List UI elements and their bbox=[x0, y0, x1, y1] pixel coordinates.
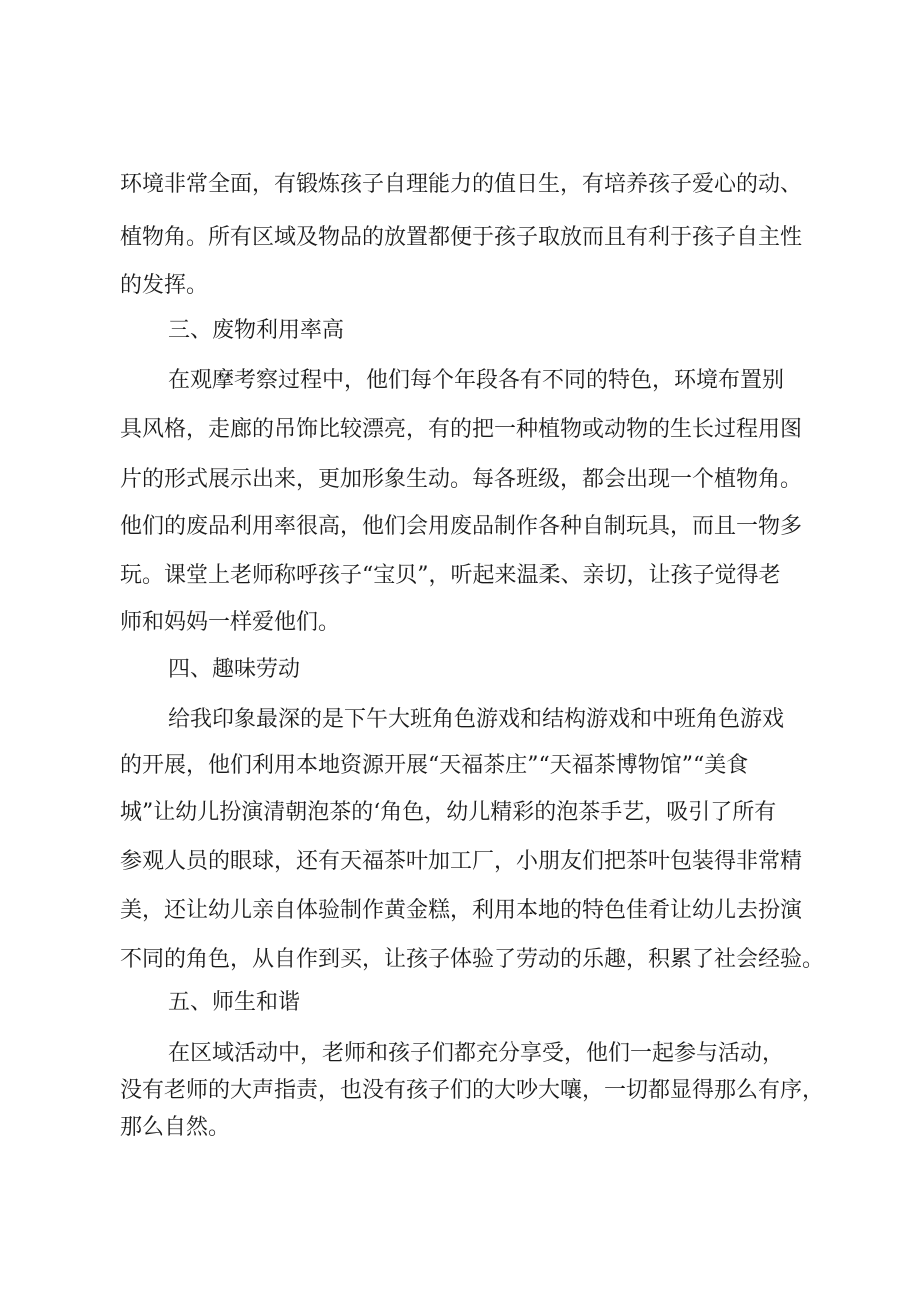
paragraph-line: 环境非常全面，有锻炼孩子自理能力的值日生，有培养孩子爱心的动、 bbox=[120, 172, 803, 197]
paragraph-line: 城”让幼儿扮演清朝泡茶的‘角色，幼儿精彩的泡茶手艺，吸引了所有 bbox=[120, 800, 777, 825]
paragraph-line: 师和妈妈一样爱他们。 bbox=[120, 610, 341, 635]
section-heading: 四、趣味劳动 bbox=[168, 657, 301, 682]
paragraph-line: 的开展，他们利用本地资源开展“天福茶庄”“天福茶博物馆”“美食 bbox=[120, 753, 749, 778]
paragraph-line: 玩。课堂上老师称呼孩子“宝贝”，听起来温柔、亲切，让孩子觉得老 bbox=[120, 563, 781, 588]
paragraph-line: 不同的角色，从自作到买，让孩子体验了劳动的乐趣，积累了社会经验。 bbox=[120, 947, 825, 972]
section-heading: 三、废物利用率高 bbox=[168, 318, 345, 343]
paragraph-line: 美，还让幼儿亲自体验制作黄金糕，利用本地的特色佳肴让幼儿去扮演 bbox=[120, 898, 803, 923]
paragraph-line: 片的形式展示出来，更加形象生动。每各班级，都会出现一个植物角。 bbox=[120, 467, 803, 492]
paragraph-line: 在观摩考察过程中，他们每个年段各有不同的特色，环境布置别 bbox=[168, 368, 785, 393]
paragraph-line: 具风格，走廊的吊饰比较漂亮，有的把一种植物或动物的生长过程用图 bbox=[120, 417, 803, 442]
paragraph-line: 给我印象最深的是下午大班角色游戏和结构游戏和中班角色游戏 bbox=[168, 707, 785, 732]
paragraph-line: 那么自然。 bbox=[120, 1115, 231, 1140]
paragraph-line: 没有老师的大声指责，也没有孩子们的大吵大嚷，一切都显得那么有序， bbox=[120, 1078, 825, 1103]
paragraph-line: 植物角。所有区域及物品的放置都便于孩子取放而且有利于孩子自主性 bbox=[120, 225, 803, 250]
paragraph-line: 的发挥。 bbox=[120, 273, 209, 298]
paragraph-line: 他们的废品利用率很高，他们会用废品制作各种自制玩具，而且一物多 bbox=[120, 514, 803, 539]
section-heading: 五、师生和谐 bbox=[168, 990, 301, 1015]
paragraph-line: 在区域活动中，老师和孩子们都充分享受，他们一起参与活动， bbox=[168, 1041, 785, 1066]
paragraph-line: 参观人员的眼球，还有天福茶叶加工厂，小朋友们把茶叶包装得非常精 bbox=[120, 849, 803, 874]
